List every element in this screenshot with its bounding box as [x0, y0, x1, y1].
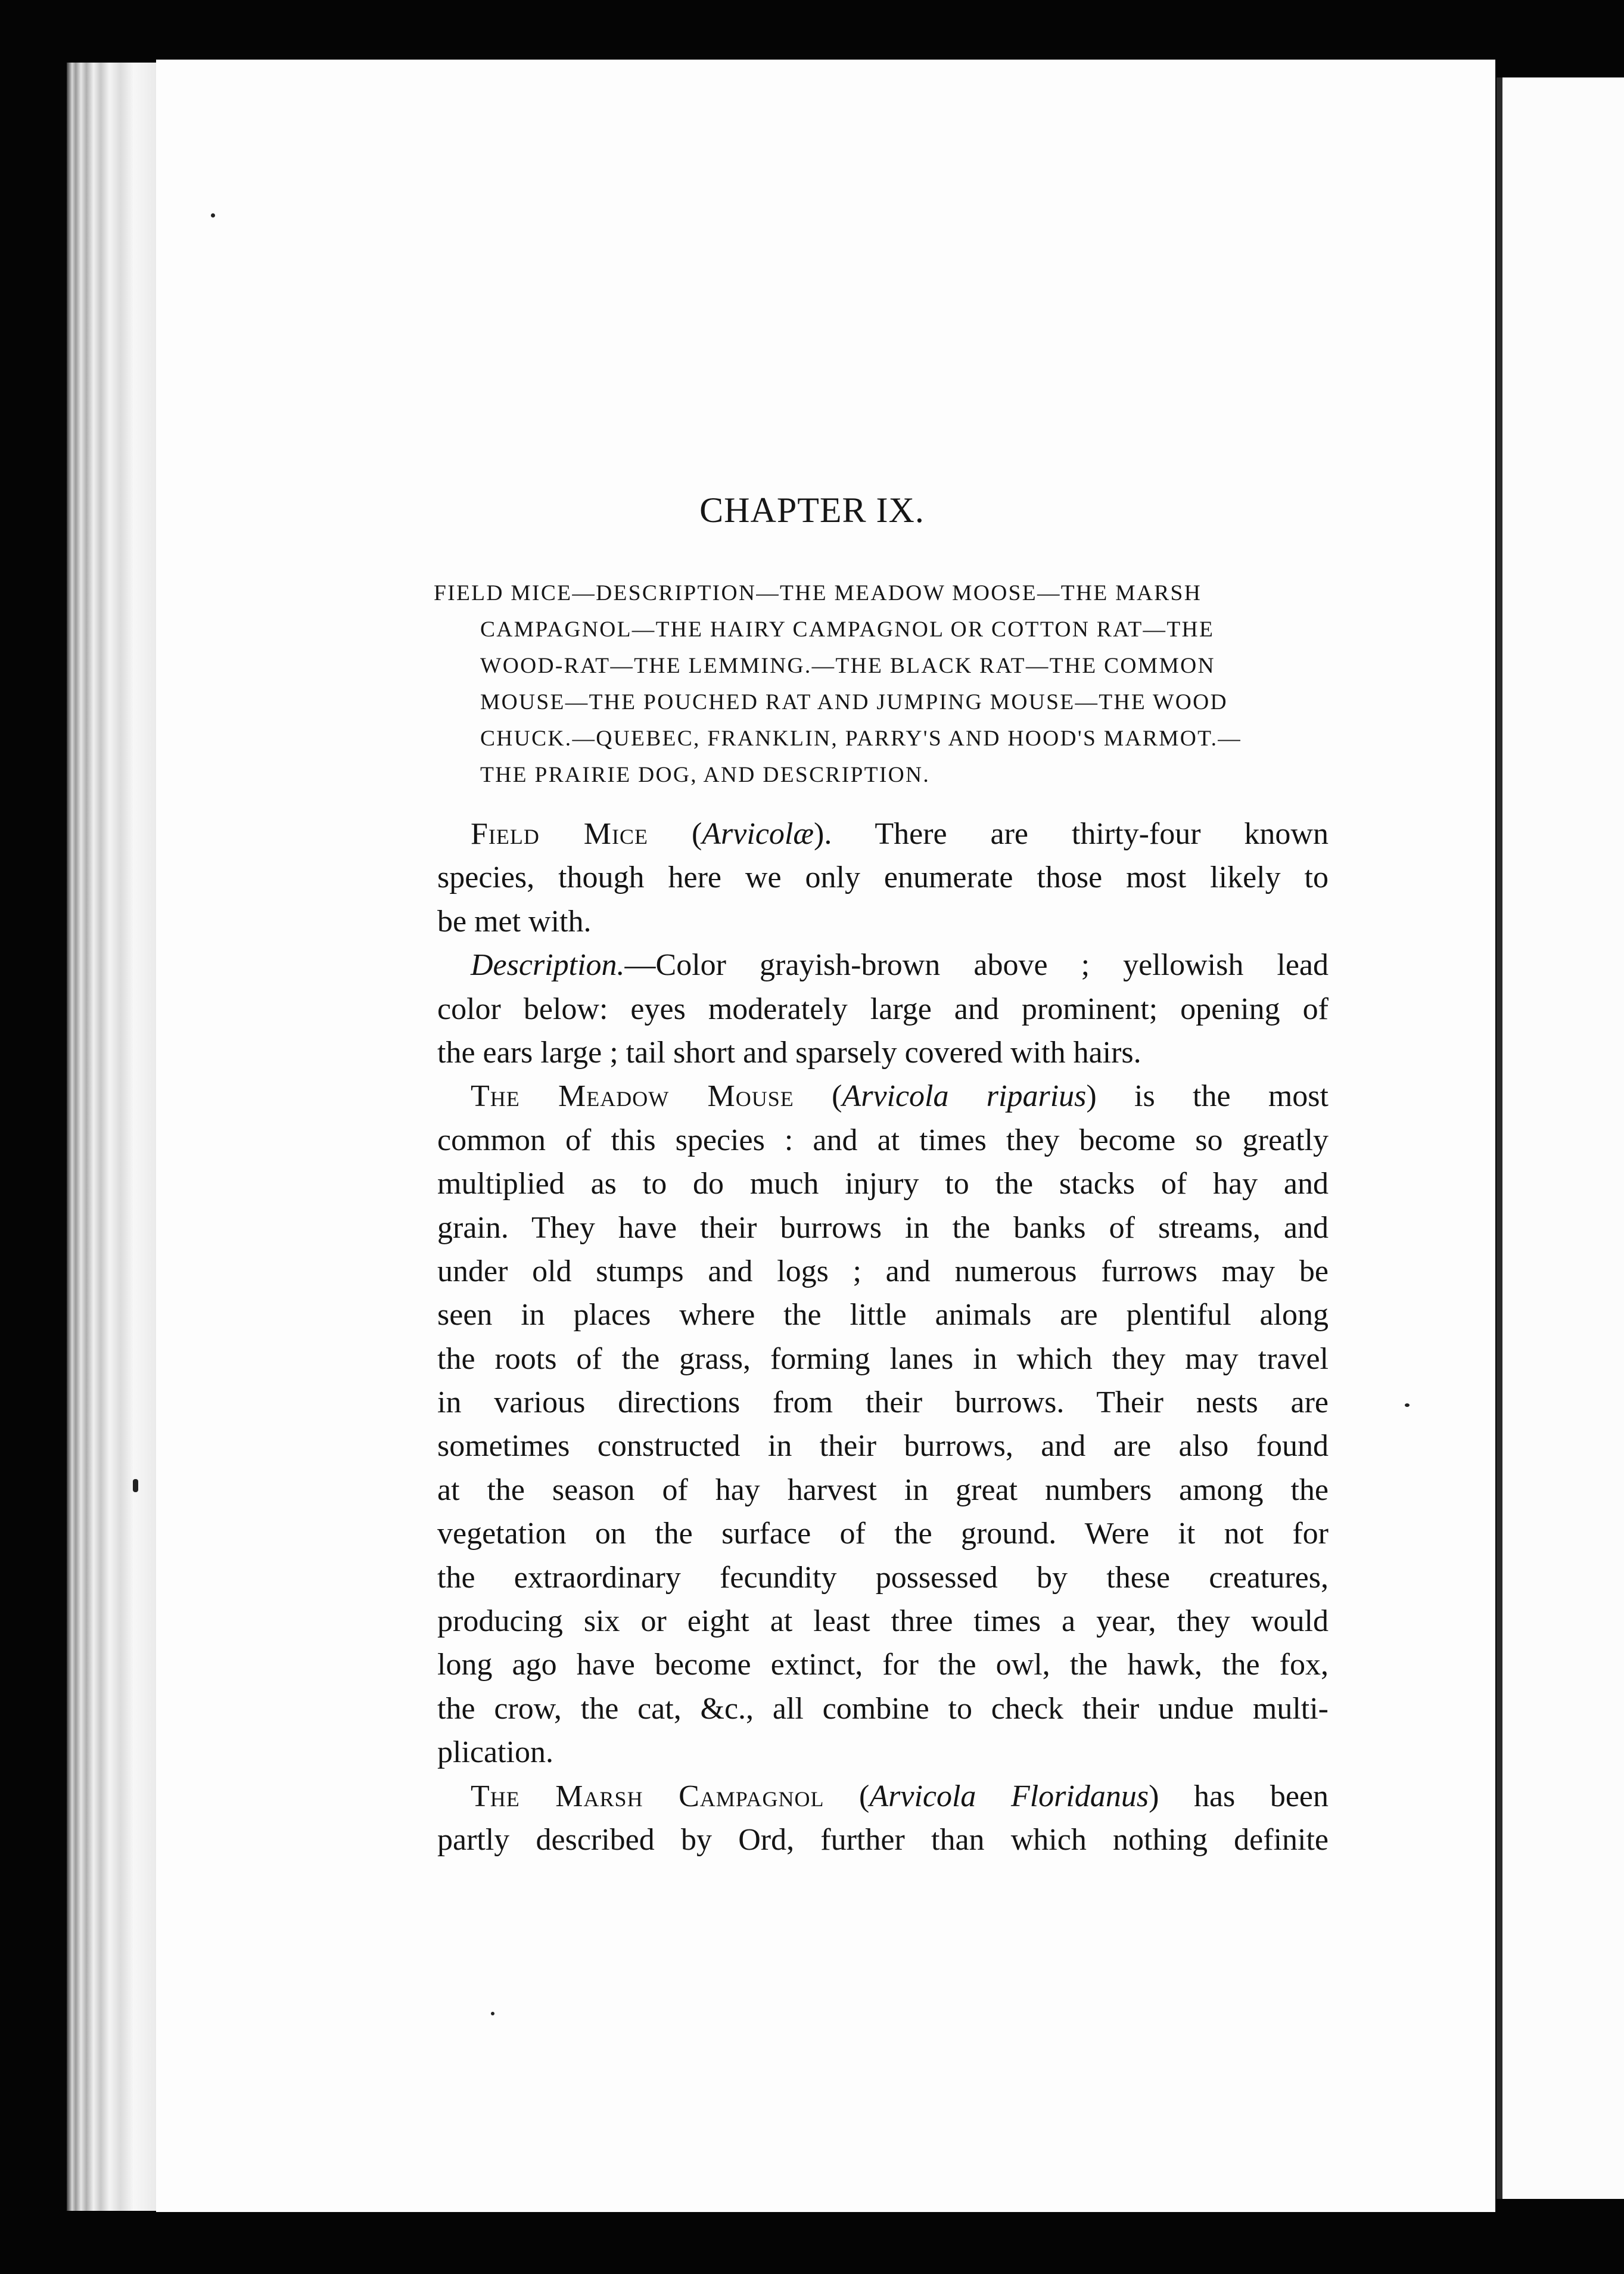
- text-fragment: (: [824, 1779, 870, 1813]
- paragraph-line: [437, 812, 1329, 856]
- chapter-title: CHAPTER IX.: [699, 490, 925, 530]
- paragraph-line: [437, 1775, 1329, 1818]
- paragraph-line: the extraordinary fecundity possessed by these creatures,: [437, 1560, 1329, 1595]
- paragraph-line: species, though here we only enumerate those most likely to: [437, 860, 1329, 895]
- summary-line: CAMPAGNOL—THE HAIRY CAMPAGNOL OR COTTON RAT—THE: [480, 617, 1215, 642]
- latin-name: Arvicola riparius: [842, 1079, 1087, 1114]
- ink-speck: [211, 213, 215, 218]
- text-fragment: ). There are thirty-four known: [814, 817, 1329, 851]
- latin-name: Arvicolæ: [702, 817, 814, 851]
- summary-line: CHUCK.—QUEBEC, FRANKLIN, PARRY'S AND HOOD'S MARMOT.—: [480, 726, 1242, 751]
- text-fragment: (: [794, 1079, 842, 1114]
- paragraph-line: common of this species : and at times they become so greatly: [437, 1123, 1329, 1157]
- paragraph-line: seen in places where the little animals are plentiful along: [437, 1298, 1329, 1332]
- paragraph-line: partly described by Ord, further than which nothing definite: [437, 1822, 1329, 1857]
- paragraph-line: the roots of the grass, forming lanes in which they may travel: [437, 1341, 1329, 1376]
- heading-smallcaps: The Marsh Campagnol: [471, 1779, 825, 1813]
- paragraph-line: color below: eyes moderately large and prominent; opening of: [437, 992, 1329, 1026]
- text-fragment: (: [648, 817, 702, 851]
- paragraph-line: in various directions from their burrows. Their nests are: [437, 1385, 1329, 1420]
- paragraph-line: be met with.: [437, 904, 592, 939]
- paragraph-line: [437, 943, 1329, 987]
- latin-name: Arvicola Floridanus: [869, 1779, 1149, 1813]
- paragraph-line: at the season of hay harvest in great numbers among the: [437, 1472, 1329, 1507]
- paragraph-line: long ago have become extinct, for the owl, the hawk, the fox,: [437, 1648, 1329, 1682]
- text-fragment: ) is the most: [1086, 1079, 1329, 1114]
- summary-line: WOOD-RAT—THE LEMMING.—THE BLACK RAT—THE COMMON: [480, 654, 1215, 678]
- book-page-edges: [67, 63, 156, 2211]
- ink-speck: [491, 2012, 494, 2015]
- paragraph-line: the crow, the cat, &c., all combine to check their undue multi-: [437, 1691, 1329, 1726]
- paragraph-line: [437, 1074, 1329, 1118]
- text-fragment: ) has been: [1149, 1779, 1329, 1813]
- chapter-summary: [434, 575, 1345, 793]
- ink-speck: [1405, 1403, 1410, 1407]
- ink-speck: [133, 1479, 138, 1492]
- paragraph-line: sometimes constructed in their burrows, and are also found: [437, 1429, 1329, 1464]
- summary-line: THE PRAIRIE DOG, AND DESCRIPTION.: [480, 763, 931, 787]
- paragraph-line: plication.: [437, 1735, 553, 1770]
- paragraph-line: vegetation on the surface of the ground. Were it not for: [437, 1517, 1329, 1551]
- paragraph-line: under old stumps and logs ; and numerous furrows may be: [437, 1254, 1329, 1288]
- heading-smallcaps: The Meadow Mouse: [471, 1079, 794, 1114]
- adjacent-page: [1497, 77, 1624, 2199]
- paragraph-line: the ears large ; tail short and sparsely covered with hairs.: [437, 1035, 1141, 1070]
- chapter-body: [437, 812, 1329, 1862]
- heading-smallcaps: Field Mice: [471, 817, 649, 851]
- text-fragment: —Color grayish-brown above ; yellowish lead: [624, 948, 1329, 983]
- description-label: Description.: [471, 948, 625, 983]
- paragraph-line: multiplied as to do much injury to the stacks of hay and: [437, 1167, 1329, 1201]
- summary-line: FIELD MICE—DESCRIPTION—THE MEADOW MOOSE—THE MARSH: [434, 581, 1202, 605]
- paragraph-line: producing six or eight at least three times a year, they would: [437, 1604, 1329, 1639]
- summary-line: MOUSE—THE POUCHED RAT AND JUMPING MOUSE—THE WOOD: [480, 690, 1228, 714]
- paragraph-line: grain. They have their burrows in the banks of streams, and: [437, 1210, 1329, 1245]
